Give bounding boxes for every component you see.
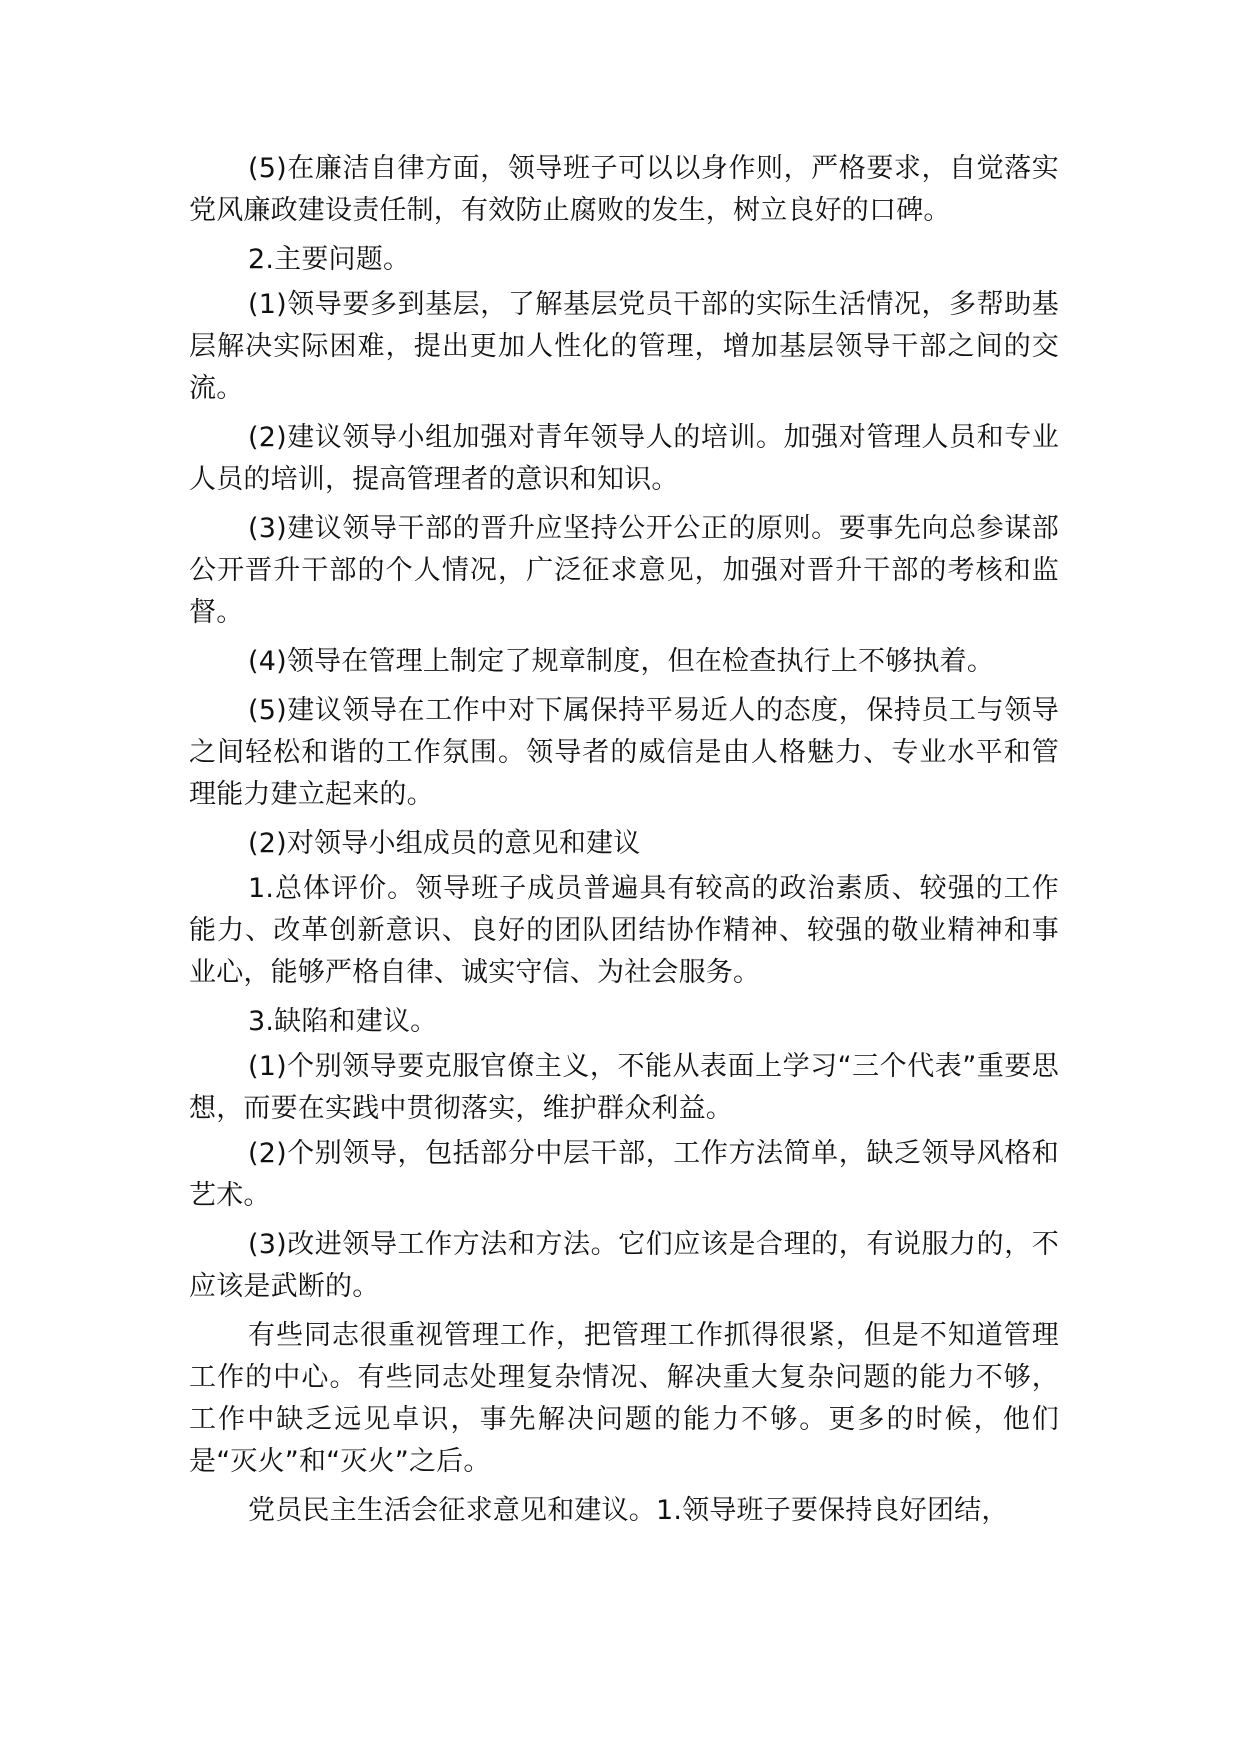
paragraph-management-comment: 有些同志很重视管理工作，把管理工作抓得很紧，但是不知道管理工作的中心。有些同志处理复杂情况、解决重大复杂问题的能力不够，工作中缺乏远见卓识，事先解决问题的能力不够。更多的时候，他们是“灭火”和“灭火”之后。 <box>189 1320 1059 1477</box>
paragraph-main-problems-heading: 2.主要问题。 <box>248 244 411 275</box>
paragraph-defect-2: (2)个别领导，包括部分中层干部，工作方法简单，缺乏领导风格和艺术。 <box>189 1138 1059 1211</box>
paragraph-problem-1: (1)领导要多到基层，了解基层党员干部的实际生活情况，多帮助基层解决实际困难，提出更加人性化的管理，增加基层领导干部之间的交流。 <box>189 289 1059 404</box>
paragraph-members-heading: (2)对领导小组成员的意见和建议 <box>248 828 641 859</box>
document-body <box>189 148 1059 1539</box>
paragraph-problem-2: (2)建议领导小组加强对青年领导人的培训。加强对管理人员和专业人员的培训，提高管理者的意识和知识。 <box>189 422 1059 495</box>
paragraph-democratic-life-meeting: 党员民主生活会征求意见和建议。1.领导班子要保持良好团结， <box>248 1495 1009 1526</box>
paragraph-problem-5: (5)建议领导在工作中对下属保持平易近人的态度，保持员工与领导之间轻松和谐的工作氛围。领导者的威信是由人格魅力、专业水平和管理能力建立起来的。 <box>189 695 1059 810</box>
paragraph-overall-evaluation: 1.总体评价。领导班子成员普遍具有较高的政治素质、较强的工作能力、改革创新意识、良好的团队团结协作精神、较强的敬业精神和事业心，能够严格自律、诚实守信、为社会服务。 <box>189 873 1059 988</box>
paragraph-problem-3: (3)建议领导干部的晋升应坚持公开公正的原则。要事先向总参谋部公开晋升干部的个人情况，广泛征求意见，加强对晋升干部的考核和监督。 <box>189 513 1059 628</box>
paragraph-defects-heading: 3.缺陷和建议。 <box>248 1006 438 1037</box>
paragraph-problem-4: (4)领导在管理上制定了规章制度，但在检查执行上不够执着。 <box>248 646 995 677</box>
paragraph-integrity: (5)在廉洁自律方面，领导班子可以以身作则，严格要求，自觉落实党风廉政建设责任制，有效防止腐败的发生，树立良好的口碑。 <box>189 153 1059 226</box>
paragraph-defect-3: (3)改进领导工作方法和方法。它们应该是合理的，有说服力的，不应该是武断的。 <box>189 1229 1059 1302</box>
paragraph-defect-1: (1)个别领导要克服官僚主义，不能从表面上学习“三个代表”重要思想，而要在实践中贯彻落实，维护群众利益。 <box>189 1051 1059 1124</box>
